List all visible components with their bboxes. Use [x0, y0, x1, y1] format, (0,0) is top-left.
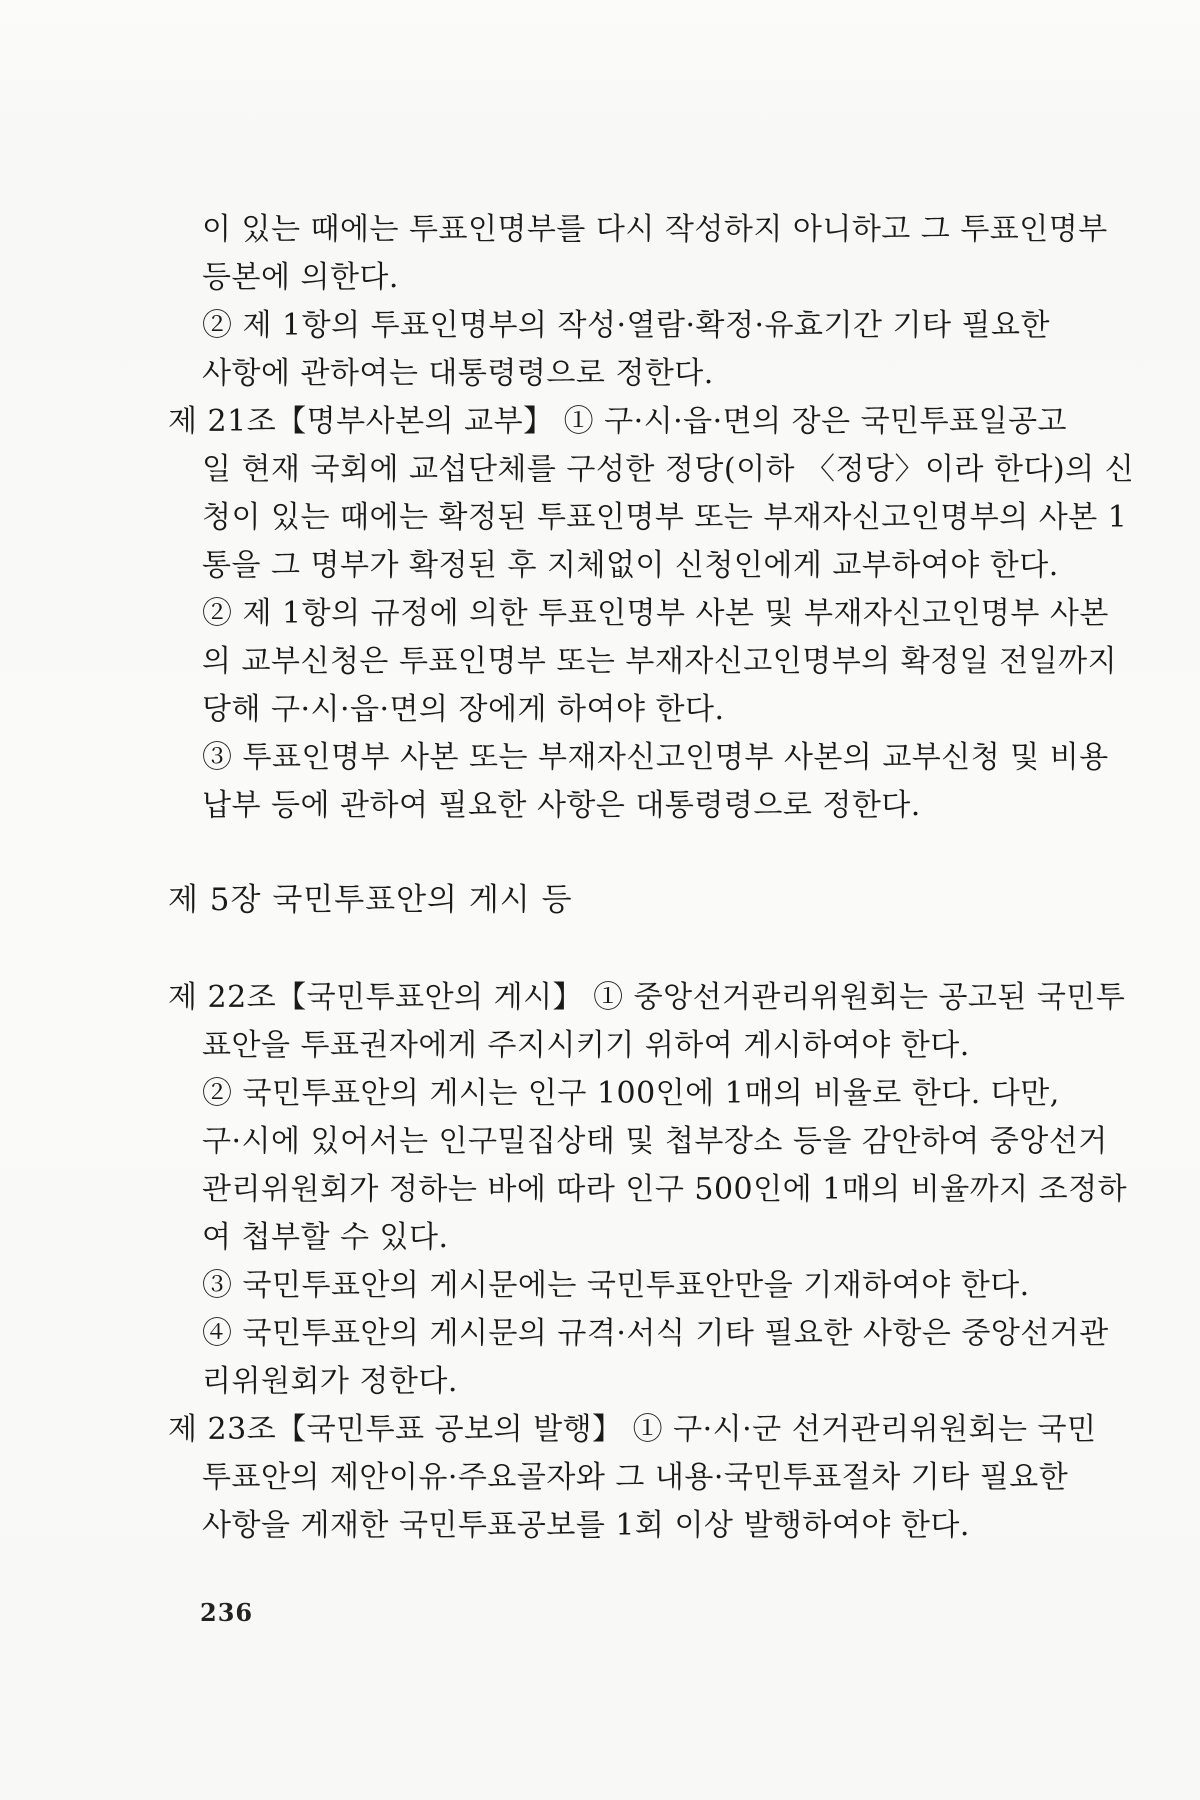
text-line: 등본에 의한다.: [202, 260, 399, 295]
text-line: 당해 구·시·읍·면의 장에게 하여야 한다.: [202, 692, 725, 727]
text-line: 리위원회가 정한다.: [202, 1364, 458, 1399]
text-line: ② 제 1항의 투표인명부의 작성·열람·확정·유효기간 기타 필요한: [202, 308, 1050, 343]
text-line: 사항을 게재한 국민투표공보를 1회 이상 발행하여야 한다.: [202, 1508, 970, 1543]
text-line: ③ 투표인명부 사본 또는 부재자신고인명부 사본의 교부신청 및 비용: [202, 740, 1109, 775]
chapter-5-heading: 제 5장 국민투표안의 게시 등: [168, 882, 573, 918]
text-line: ② 국민투표안의 게시는 인구 100인에 1매의 비율로 한다. 다만,: [202, 1076, 1060, 1111]
text-line: 이 있는 때에는 투표인명부를 다시 작성하지 아니하고 그 투표인명부: [202, 212, 1108, 247]
text-line: ② 제 1항의 규정에 의한 투표인명부 사본 및 부재자신고인명부 사본: [202, 596, 1109, 631]
text-line: 통을 그 명부가 확정된 후 지체없이 신청인에게 교부하여야 한다.: [202, 548, 1059, 583]
article-22-heading-line: 제 22조【국민투표안의 게시】 ① 중앙선거관리위원회는 공고된 국민투: [168, 980, 1126, 1015]
text-line: 청이 있는 때에는 확정된 투표인명부 또는 부재자신고인명부의 사본 1: [202, 500, 1128, 535]
text-line: ④ 국민투표안의 게시문의 규격·서식 기타 필요한 사항은 중앙선거관: [202, 1316, 1109, 1351]
text-line: 사항에 관하여는 대통령령으로 정한다.: [202, 356, 714, 391]
text-line: 표안을 투표권자에게 주지시키기 위하여 게시하여야 한다.: [202, 1028, 970, 1063]
text-line: 투표안의 제안이유·주요골자와 그 내용·국민투표절차 기타 필요한: [202, 1460, 1069, 1495]
text-line: 여 첩부할 수 있다.: [202, 1220, 449, 1255]
text-line: 납부 등에 관하여 필요한 사항은 대통령령으로 정한다.: [202, 788, 921, 823]
page-number: 236: [200, 1598, 254, 1627]
text-line: 구·시에 있어서는 인구밀집상태 및 첩부장소 등을 감안하여 중앙선거: [202, 1124, 1108, 1159]
article-23-heading-line: 제 23조【국민투표 공보의 발행】 ① 구·시·군 선거관리위원회는 국민: [168, 1412, 1097, 1447]
text-line: 의 교부신청은 투표인명부 또는 부재자신고인명부의 확정일 전일까지: [202, 644, 1118, 679]
text-line: ③ 국민투표안의 게시문에는 국민투표안만을 기재하여야 한다.: [202, 1268, 1030, 1303]
text-line: 관리위원회가 정하는 바에 따라 인구 500인에 1매의 비율까지 조정하: [202, 1172, 1128, 1207]
text-line: 일 현재 국회에 교섭단체를 구성한 정당(이하 〈정당〉이라 한다)의 신: [202, 452, 1135, 487]
article-21-heading-line: 제 21조【명부사본의 교부】 ① 구·시·읍·면의 장은 국민투표일공고: [168, 404, 1068, 439]
